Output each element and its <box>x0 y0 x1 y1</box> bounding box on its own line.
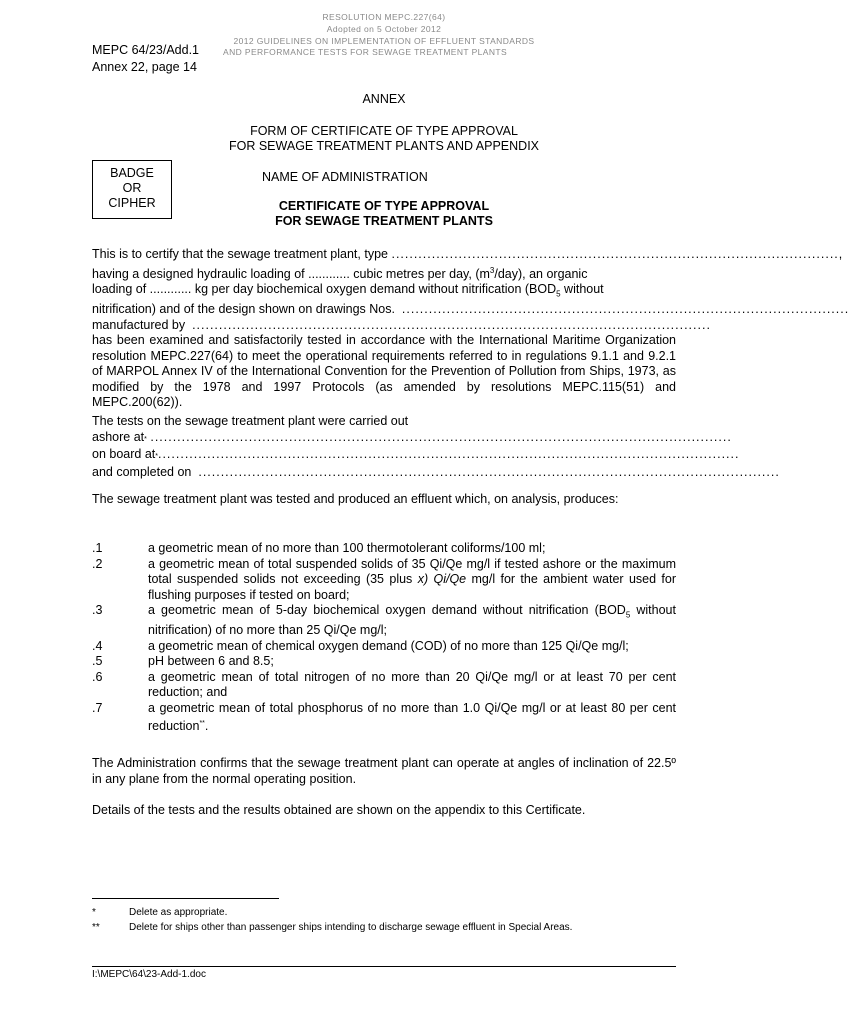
footer-rule <box>92 966 676 967</box>
footnote: * Delete as appropriate. <box>92 907 228 918</box>
adopted-date: Adopted on 5 October 2012 <box>326 24 442 34</box>
certification-text: has been examined and satisfactorily tested in accordance with the International Maritime Organization resolution MEPC.227(64) to meet the operational requirements referred to in regulations 9.1.1 and 9.2.1 of MARPOL Annex IV of the International Convention for the Prevention of Pollution from Ships, 1973, as modified by the 1978 and 1997 Protocols (as amended by resolutions MEPC.115(51) and MEPC.200(62)). <box>92 333 676 410</box>
administration-confirmation: The Administration confirms that the sewage treatment plant can operate at angles of inclination of 22.5º in any plane from the normal operating position. <box>92 756 676 786</box>
manufacturer-blank: .................................................................................................................... <box>192 317 711 332</box>
tests-block <box>92 414 780 480</box>
ashore-line: ashore at * .................................................................................................................................. <box>92 429 732 444</box>
ashore-blank: .................................................................................................................................. <box>150 429 732 444</box>
footnote-separator <box>92 898 279 899</box>
list-item: .3 a geometric mean of 5-day biochemical oxygen demand without nitrification ($BOD_5$ without nitrification) of no more than 25 Qi/Qe mg/l; <box>92 603 676 637</box>
effluent-requirements-list <box>92 541 676 735</box>
badge-or-cipher-box <box>92 160 172 219</box>
effluent-intro: The sewage treatment plant was tested and produced an effluent which, on analysis, produces: <box>92 492 619 506</box>
badge-line2: OR <box>122 181 142 195</box>
certificate-title-line2: FOR SEWAGE TREATMENT PLANTS <box>275 214 493 228</box>
onboard-blank: .................................................................................................................................. <box>157 447 740 461</box>
details-statement: Details of the tests and the results obtained are shown on the appendix to this Certificate. <box>92 803 586 817</box>
list-item: .5 pH between 6 and 8.5; <box>92 654 274 668</box>
list-item: .6 a geometric mean of total nitrogen of no more than 20 Qi/Qe mg/l or at least 70 per cent reduction; and <box>92 669 676 699</box>
organic-loading-line: loading of ............ kg per day biochemical oxygen demand without nitrification ($BOD_5$ without <box>92 282 604 299</box>
manufacturer-line: manufactured by .................................................................................................................... <box>92 317 711 332</box>
type-blank: .................................................................................................... <box>391 247 839 261</box>
drawings-blank: .................................................................................................... <box>401 302 849 317</box>
completed-line: and completed on .................................................................................................................................. <box>92 464 780 479</box>
footnote: ** Delete for ships other than passenger ships intending to discharge sewage effluent in Special Areas. <box>92 922 573 933</box>
file-path: I:\MEPC\64\23-Add-1.doc <box>92 969 206 980</box>
document-reference: MEPC 64/23/Add.1 <box>92 43 200 57</box>
drawings-line: nitrification) and of the design shown on drawings Nos. .................................................................................................... <box>92 302 849 317</box>
form-title-line2: FOR SEWAGE TREATMENT PLANTS AND APPENDIX <box>228 139 540 153</box>
tests-intro: The tests on the sewage treatment plant were carried out <box>92 414 409 428</box>
list-item: .7 a geometric mean of total phosphorus of no more than 1.0 Qi/Qe mg/l or at least 80 per cent reduction**. <box>92 700 676 734</box>
badge-line1: BADGE <box>110 166 154 180</box>
resolution-header: RESOLUTION MEPC.227(64) <box>322 12 446 22</box>
administration-name: NAME OF ADMINISTRATION <box>262 170 428 184</box>
list-item: .2 a geometric mean of total suspended solids of 35 Qi/Qe mg/l if tested ashore or the maximum total suspended solids not exceeding (35 plus x) Qi/Qe mg/l for the ambient water used for flushing purposes if tested on board; <box>92 556 676 602</box>
type-line: This is to certify that the sewage treatment plant, type .................................................................................................... , <box>92 247 843 261</box>
list-item: .1 a geometric mean of no more than 100 thermotolerant coliforms/100 ml; <box>92 541 546 555</box>
guidelines-title-line2: AND PERFORMANCE TESTS FOR SEWAGE TREATMENT PLANTS <box>223 47 508 57</box>
hydraulic-loading-line: having a designed hydraulic loading of ............ cubic metres per day, $(m^3/day)$, an organic <box>92 265 588 281</box>
list-item: .4 a geometric mean of chemical oxygen demand (COD) of no more than 125 Qi/Qe mg/l; <box>92 638 629 653</box>
certification-paragraph <box>92 247 849 411</box>
completed-blank: .................................................................................................................................. <box>198 464 780 479</box>
annex-page-reference: Annex 22, page 14 <box>92 60 197 74</box>
guidelines-title-line1: 2012 GUIDELINES ON IMPLEMENTATION OF EFFLUENT STANDARDS <box>233 36 535 46</box>
annex-title: ANNEX <box>362 92 406 106</box>
badge-line3: CIPHER <box>108 196 156 210</box>
certificate-title-line1: CERTIFICATE OF TYPE APPROVAL <box>278 199 490 213</box>
onboard-line: on board at * .................................................................................................................................. <box>92 447 740 461</box>
form-title-line1: FORM OF CERTIFICATE OF TYPE APPROVAL <box>250 124 518 138</box>
